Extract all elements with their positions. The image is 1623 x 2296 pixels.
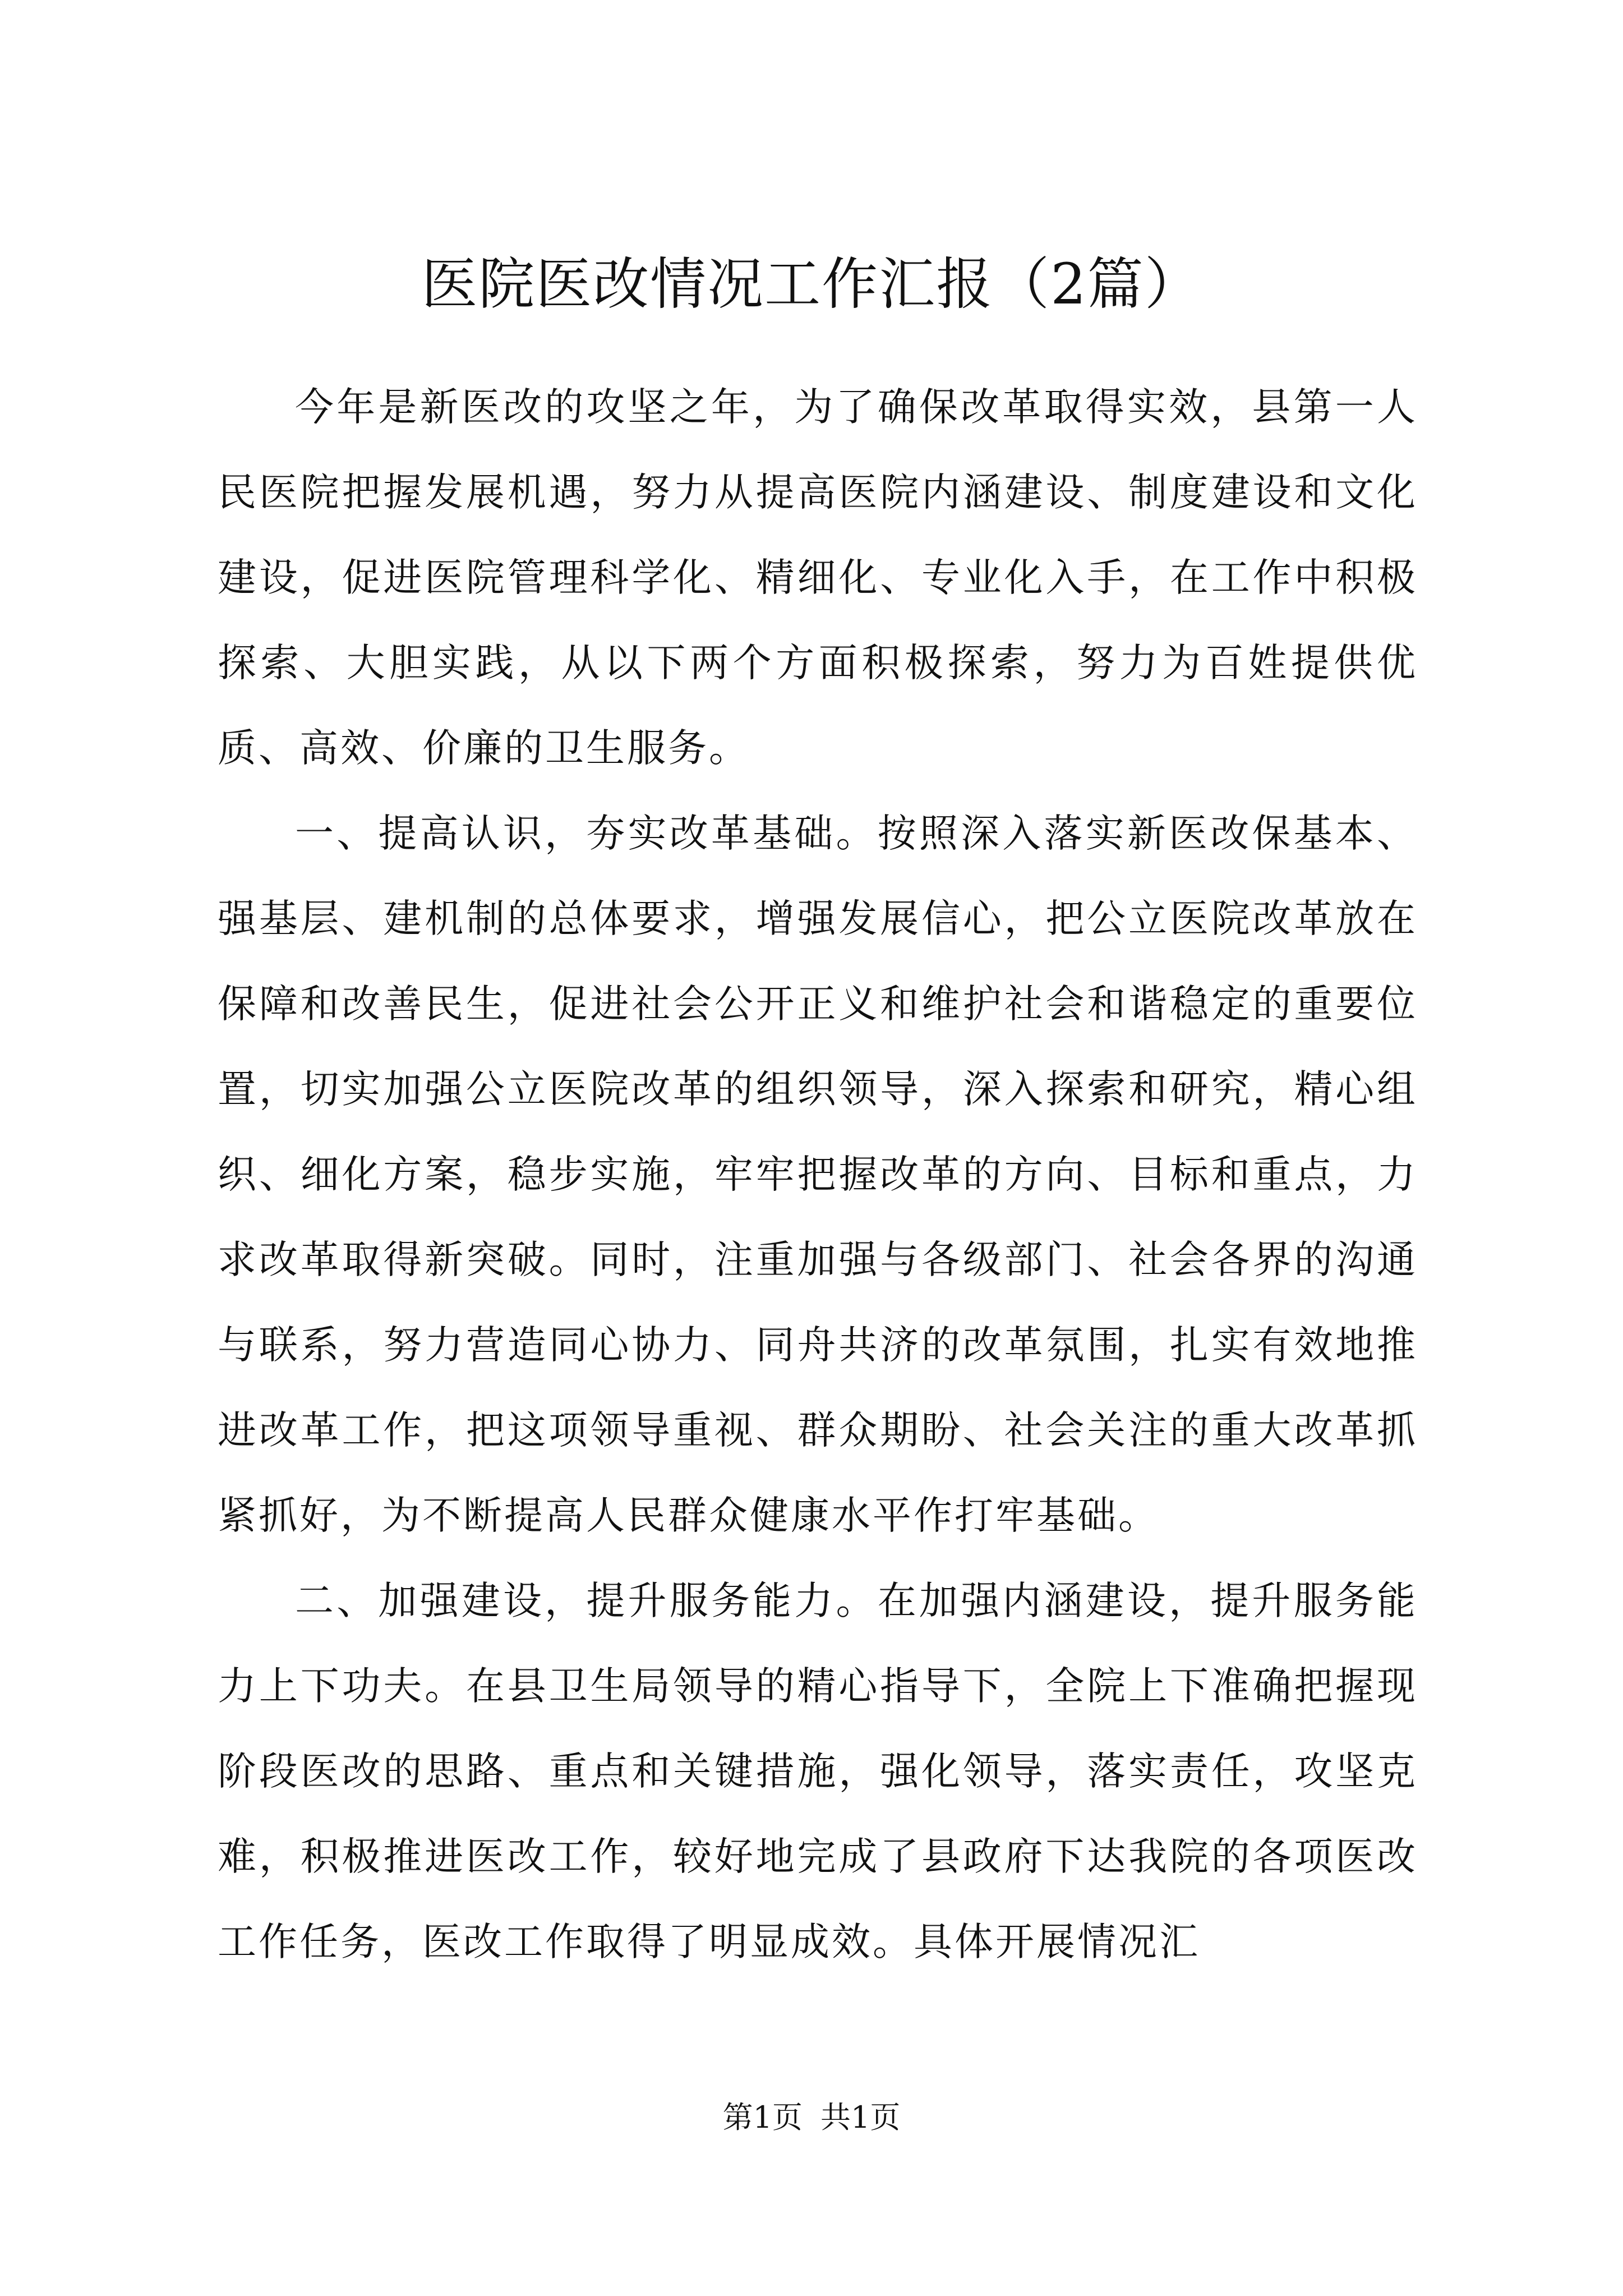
paragraph-intro: 今年是新医改的攻坚之年，为了确保改革取得实效，县第一人民医院把握发展机遇，努力从提高医院内涵建设、制度建设和文化建设，促进医院管理科学化、精细化、专业化入手，在工作中积极探索、大胆实践，从以下两个方面积极探索，努力为百姓提供优质、高效、价廉的卫生服务。 [218,385,1418,771]
page-number: 第1页 [722,2100,803,2135]
document-body [218,365,1418,1985]
page-total: 共1页 [820,2100,901,2135]
paragraph-section-1: 一、提高认识，夯实改革基础。按照深入落实新医改保基本、强基层、建机制的总体要求，增强发展信心，把公立医院改革放在保障和改善民生，促进社会公开正义和维护社会和谐稳定的重要位置，切实加强公立医院改革的组织领导，深入探索和研究，精心组织、细化方案，稳步实施，牢牢把握改革的方向、目标和重点，力求改革取得新突破。同时，注重加强与各级部门、社会各界的沟通与联系，努力营造同心协力、同舟共济的改革氛围，扎实有效地推进改革工作，把这项领导重视、群众期盼、社会关注的重大改革抓紧抓好，为不断提高人民群众健康水平作打牢基础。 [218,811,1418,1538]
document-title: 医院医改情况工作汇报（2篇） [421,251,1202,317]
paragraph-section-2: 二、加强建设，提升服务能力。在加强内涵建设，提升服务能力上下功夫。在县卫生局领导的精心指导下，全院上下准确把握现阶段医改的思路、重点和关键措施，强化领导，落实责任，攻坚克难，积极推进医改工作，较好地完成了县政府下达我院的各项医改工作任务，医改工作取得了明显成效。具体开展情况汇 [218,1579,1418,1964]
page-footer [0,2098,1623,2137]
